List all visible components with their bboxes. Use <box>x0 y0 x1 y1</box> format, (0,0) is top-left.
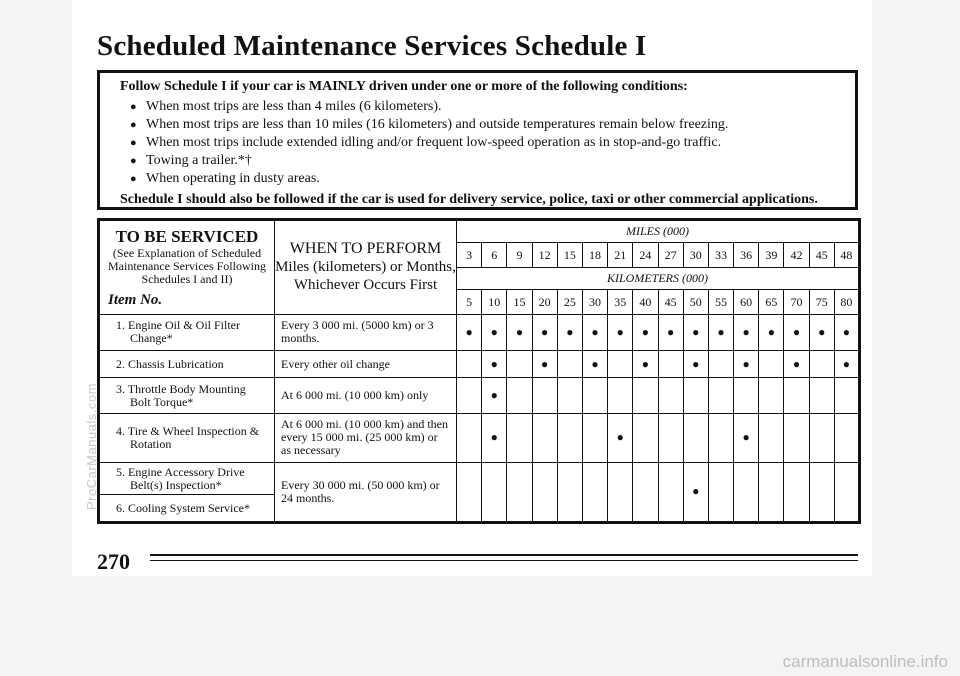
service-item <box>99 314 275 350</box>
service-mark-dot: ● <box>482 414 507 463</box>
service-mark-empty <box>557 462 582 522</box>
page-number: 270 <box>97 549 130 574</box>
miles-interval: 42 <box>784 243 809 268</box>
service-mark-dot: ● <box>784 314 809 350</box>
service-mark-dot: ● <box>608 314 633 350</box>
item-header-note: (See Explanation of Scheduled Maintenance Services Following Schedules I and II) <box>108 246 266 286</box>
service-mark-dot: ● <box>734 314 759 350</box>
service-mark-dot: ● <box>734 414 759 463</box>
service-item <box>99 495 275 523</box>
service-interval: Every 3 000 mi. (5000 km) or 3 months. <box>275 314 457 350</box>
service-mark-empty <box>582 462 607 522</box>
miles-interval: 39 <box>759 243 784 268</box>
conditions-outro: Schedule I should also be followed if the car is used for delivery service, police, taxi or other commercial applications. <box>120 192 818 207</box>
miles-interval: 15 <box>557 243 582 268</box>
service-mark-empty <box>633 414 658 463</box>
service-mark-dot: ● <box>834 314 859 350</box>
service-mark-empty <box>507 350 532 377</box>
miles-interval: 30 <box>683 243 708 268</box>
service-mark-dot: ● <box>683 350 708 377</box>
service-mark-empty <box>683 414 708 463</box>
service-mark-empty <box>557 378 582 414</box>
service-mark-empty <box>784 378 809 414</box>
service-mark-empty <box>759 378 784 414</box>
service-mark-dot: ● <box>482 350 507 377</box>
conditions-list <box>120 98 855 188</box>
schedule-row <box>99 314 860 350</box>
bottom-watermark: carmanualsonline.info <box>782 652 948 671</box>
service-mark-empty <box>507 378 532 414</box>
service-mark-dot: ● <box>457 314 482 350</box>
service-mark-dot: ● <box>582 350 607 377</box>
conditions-intro: Follow Schedule I if your car is MAINLY driven under one or more of the following conditions: <box>120 79 688 94</box>
service-interval: Every 30 000 mi. (50 000 km) or 24 months. <box>275 462 457 522</box>
service-mark-empty <box>557 414 582 463</box>
kilometers-interval: 20 <box>532 290 557 315</box>
service-mark-empty <box>809 350 834 377</box>
service-mark-empty <box>759 350 784 377</box>
service-mark-empty <box>708 462 733 522</box>
item-header-title: TO BE SERVICED <box>115 227 259 246</box>
service-mark-empty <box>708 378 733 414</box>
kilometers-interval: 5 <box>457 290 482 315</box>
service-mark-dot: ● <box>557 314 582 350</box>
page-title: Scheduled Maintenance Services Schedule I <box>97 30 647 62</box>
kilometers-interval: 50 <box>683 290 708 315</box>
service-item-label-cont: Bolt Torque* <box>130 394 194 409</box>
service-mark-dot: ● <box>834 350 859 377</box>
footer-rule <box>150 560 858 561</box>
service-mark-empty <box>608 350 633 377</box>
service-mark-empty <box>759 414 784 463</box>
service-mark-dot: ● <box>633 350 658 377</box>
service-mark-empty <box>784 462 809 522</box>
service-mark-dot: ● <box>708 314 733 350</box>
service-mark-empty <box>658 350 683 377</box>
condition-item: ● When operating in dusty areas. <box>130 170 855 188</box>
kilometers-interval: 70 <box>784 290 809 315</box>
service-mark-empty <box>507 414 532 463</box>
service-mark-empty <box>482 462 507 522</box>
service-mark-empty <box>633 378 658 414</box>
kilometers-interval: 10 <box>482 290 507 315</box>
service-item-label: 5. Engine Accessory Drive <box>116 464 245 479</box>
condition-item: ● When most trips are less than 4 miles (6 kilometers). <box>130 98 855 116</box>
miles-interval: 45 <box>809 243 834 268</box>
service-mark-empty <box>734 378 759 414</box>
item-number-label: Item No. <box>108 292 163 308</box>
kilometers-interval: 45 <box>658 290 683 315</box>
service-interval: At 6 000 mi. (10 000 km) and then every 15 000 mi. (25 000 km) or as necessary <box>275 414 457 463</box>
kilometers-interval: 25 <box>557 290 582 315</box>
kilometers-interval: 80 <box>834 290 859 315</box>
service-item-label: 3. Throttle Body Mounting <box>116 381 246 396</box>
service-mark-empty <box>658 414 683 463</box>
service-mark-empty <box>507 462 532 522</box>
miles-header: MILES (000) <box>457 220 860 243</box>
service-item <box>99 378 275 414</box>
schedule-row <box>99 414 860 463</box>
when-header-rest: Miles (kilometers) or Months, Whichever Occurs First <box>275 259 456 294</box>
miles-interval: 48 <box>834 243 859 268</box>
service-mark-dot: ● <box>658 314 683 350</box>
service-mark-empty <box>834 414 859 463</box>
schedule-row <box>99 378 860 414</box>
service-mark-dot: ● <box>759 314 784 350</box>
service-mark-empty <box>457 414 482 463</box>
service-item <box>99 462 275 495</box>
item-header <box>99 220 275 315</box>
service-item-label-cont: Rotation <box>130 436 172 451</box>
service-mark-dot: ● <box>582 314 607 350</box>
schedule-row <box>99 350 860 377</box>
condition-item: ● Towing a trailer.*† <box>130 152 855 170</box>
miles-interval: 24 <box>633 243 658 268</box>
service-item-label: 2. Chassis Lubrication <box>116 356 224 371</box>
miles-interval: 12 <box>532 243 557 268</box>
kilometers-interval: 35 <box>608 290 633 315</box>
side-watermark: ProCarManuals.com <box>84 383 99 510</box>
service-mark-empty <box>708 414 733 463</box>
kilometers-interval: 30 <box>582 290 607 315</box>
miles-interval: 21 <box>608 243 633 268</box>
service-mark-empty <box>582 378 607 414</box>
service-mark-empty <box>809 462 834 522</box>
service-mark-empty <box>582 414 607 463</box>
service-mark-empty <box>784 414 809 463</box>
service-mark-empty <box>734 462 759 522</box>
service-mark-dot: ● <box>809 314 834 350</box>
service-mark-empty <box>809 378 834 414</box>
service-interval: Every other oil change <box>275 350 457 377</box>
service-mark-empty <box>658 462 683 522</box>
miles-interval: 9 <box>507 243 532 268</box>
service-mark-empty <box>532 378 557 414</box>
miles-interval: 3 <box>457 243 482 268</box>
maintenance-schedule-table <box>97 218 861 524</box>
kilometers-header: KILOMETERS (000) <box>457 268 860 290</box>
service-mark-empty <box>457 378 482 414</box>
service-mark-empty <box>457 462 482 522</box>
condition-item: ● When most trips are less than 10 miles (16 kilometers) and outside temperatures remain below freezing. <box>130 116 855 134</box>
when-header-top: WHEN TO PERFORM <box>289 240 442 258</box>
kilometers-interval: 65 <box>759 290 784 315</box>
service-mark-empty <box>608 378 633 414</box>
service-mark-dot: ● <box>683 314 708 350</box>
service-mark-dot: ● <box>734 350 759 377</box>
service-item-label-cont: Change* <box>130 331 173 346</box>
service-mark-empty <box>557 350 582 377</box>
service-mark-dot: ● <box>633 314 658 350</box>
service-interval: At 6 000 mi. (10 000 km) only <box>275 378 457 414</box>
service-mark-dot: ● <box>683 462 708 522</box>
service-item-label: 4. Tire & Wheel Inspection & <box>116 423 260 438</box>
service-mark-dot: ● <box>482 378 507 414</box>
kilometers-interval: 60 <box>734 290 759 315</box>
service-item-label-cont: Belt(s) Inspection* <box>130 477 222 492</box>
schedule-row <box>99 462 860 495</box>
miles-interval: 27 <box>658 243 683 268</box>
kilometers-interval: 55 <box>708 290 733 315</box>
footer-rule <box>150 554 858 556</box>
miles-interval: 18 <box>582 243 607 268</box>
service-mark-dot: ● <box>532 314 557 350</box>
miles-interval: 6 <box>482 243 507 268</box>
miles-interval: 33 <box>708 243 733 268</box>
service-mark-dot: ● <box>507 314 532 350</box>
service-mark-empty <box>683 378 708 414</box>
service-item-label: 6. Cooling System Service* <box>116 500 250 515</box>
kilometers-interval: 40 <box>633 290 658 315</box>
service-mark-empty <box>658 378 683 414</box>
service-mark-empty <box>532 462 557 522</box>
service-mark-dot: ● <box>532 350 557 377</box>
service-mark-empty <box>708 350 733 377</box>
conditions-box <box>97 70 858 210</box>
service-mark-empty <box>759 462 784 522</box>
service-item-label: 1. Engine Oil & Oil Filter <box>116 318 240 333</box>
service-mark-empty <box>633 462 658 522</box>
service-item <box>99 414 275 463</box>
kilometers-interval: 15 <box>507 290 532 315</box>
service-mark-empty <box>834 378 859 414</box>
service-mark-empty <box>834 462 859 522</box>
service-mark-empty <box>608 462 633 522</box>
miles-interval: 36 <box>734 243 759 268</box>
service-mark-dot: ● <box>784 350 809 377</box>
service-mark-empty <box>457 350 482 377</box>
service-mark-dot: ● <box>482 314 507 350</box>
kilometers-interval: 75 <box>809 290 834 315</box>
service-item <box>99 350 275 377</box>
condition-item: ● When most trips include extended idling and/or frequent low-speed operation as in stop-and-go traffic. <box>130 134 855 152</box>
service-mark-empty <box>809 414 834 463</box>
when-header <box>275 220 457 315</box>
service-mark-dot: ● <box>608 414 633 463</box>
service-mark-empty <box>532 414 557 463</box>
